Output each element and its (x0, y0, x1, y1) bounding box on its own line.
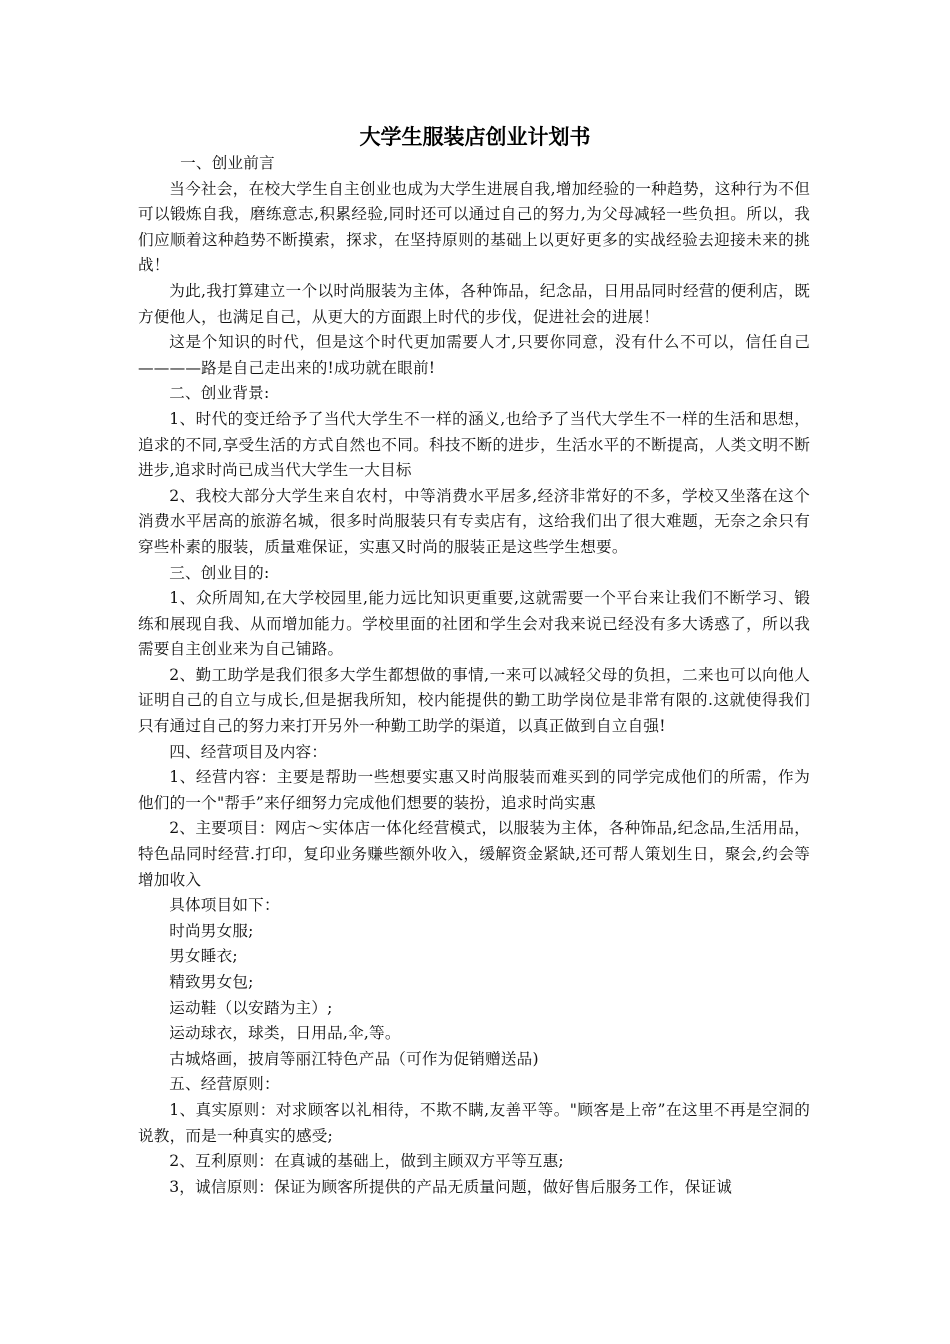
paragraph: 为此,我打算建立一个以时尚服装为主体，各种饰品，纪念品，日用品同时经营的便利店，既方便他人，也满足自己，从更大的方面跟上时代的步伐，促进社会的进展！ (138, 281, 810, 326)
paragraph: 2、勤工助学是我们很多大学生都想做的事情,一来可以减轻父母的负担，二来也可以向他人证明自己的自立与成长,但是据我所知，校内能提供的勤工助学岗位是非常有限的.这就使得我们只有通过自己的努力来打开另外一种勤工助学的渠道，以真正做到自立自强! (138, 665, 810, 736)
paragraph: 1、众所周知,在大学校园里,能力远比知识更重要,这就需要一个平台来让我们不断学习、锻练和展现自我、从而增加能力。学校里面的社团和学生会对我来说已经没有多大诱惑了，所以我需要自主创业来为自己铺路。 (138, 589, 810, 659)
document-title: 大学生服装店创业计划书 (359, 125, 591, 149)
paragraph: 1、真实原则：对求顾客以礼相待，不欺不瞒,友善平等。"顾客是上帝”在这里不再是空洞的说教，而是一种真实的感受; (138, 1100, 810, 1145)
section-heading: 一、创业前言 (180, 154, 275, 172)
paragraph: 2、主要项目：网店～实体店一体化经营模式，以服装为主体，各种饰品,纪念品,生活用品，特色品同时经营.打印，复印业务赚些额外收入，缓解资金紧缺,还可帮人策划生日，聚会,约会等增加收入 (138, 819, 810, 889)
document-body (138, 151, 810, 1200)
list-item: 时尚男女服; (169, 921, 254, 940)
paragraph: 2、我校大部分大学生来自农村，中等消费水平居多,经济非常好的不多，学校又坐落在这个消费水平居高的旅游名城，很多时尚服装只有专卖店有，这给我们出了很大难题，无奈之余只有穿些朴素的服装，质量难保证，实惠又时尚的服装正是这些学生想要。 (138, 486, 810, 556)
list-item: 运动球衣，球类，日用品,伞,等。 (169, 1024, 401, 1043)
section-heading: 五、经营原则： (169, 1075, 280, 1094)
paragraph: 具体项目如下： (169, 896, 280, 915)
section-heading: 二、创业背景: (169, 384, 270, 403)
paragraph: 这是个知识的时代，但是这个时代更加需要人才,只要你同意，没有什么不可以，信任自己————路是自己走出来的!成功就在眼前! (138, 333, 810, 377)
paragraph: 2、互利原则：在真诚的基础上，做到主顾双方平等互惠; (169, 1152, 564, 1171)
paragraph: 当今社会，在校大学生自主创业也成为大学生进展自我,增加经验的一种趋势，这种行为不但可以锻炼自我，磨练意志,积累经验,同时还可以通过自己的努力,为父母减轻一些负担。所以，我们应顺着这种趋势不断摸索，探求，在坚持原则的基础上以更好更多的实战经验去迎接未来的挑战！ (138, 179, 810, 275)
list-item: 古城烙画，披肩等丽江特色产品（可作为促销赠送品) (169, 1049, 539, 1068)
paragraph: 3，诚信原则：保证为顾客所提供的产品无质量问题，做好售后服务工作，保证诚 (169, 1177, 733, 1196)
section-heading: 四、经营项目及内容： (169, 742, 328, 761)
paragraph: 1、经营内容：主要是帮助一些想要实惠又时尚服装而难买到的同学完成他们的所需，作为他们的一个"帮手”来仔细努力完成他们想要的装扮，追求时尚实惠 (138, 768, 810, 812)
list-item: 运动鞋（以安踏为主）; (169, 998, 333, 1017)
section-heading: 三、创业目的: (169, 563, 270, 582)
paragraph: 1、时代的变迁给予了当代大学生不一样的涵义,也给予了当代大学生不一样的生活和思想，追求的不同,享受生活的方式自然也不同。科技不断的进步，生活水平的不断提高，人类文明不断进步,追求时尚已成当代大学生一大目标 (138, 409, 810, 480)
list-item: 精致男女包; (169, 973, 254, 991)
list-item: 男女睡衣; (169, 947, 238, 966)
